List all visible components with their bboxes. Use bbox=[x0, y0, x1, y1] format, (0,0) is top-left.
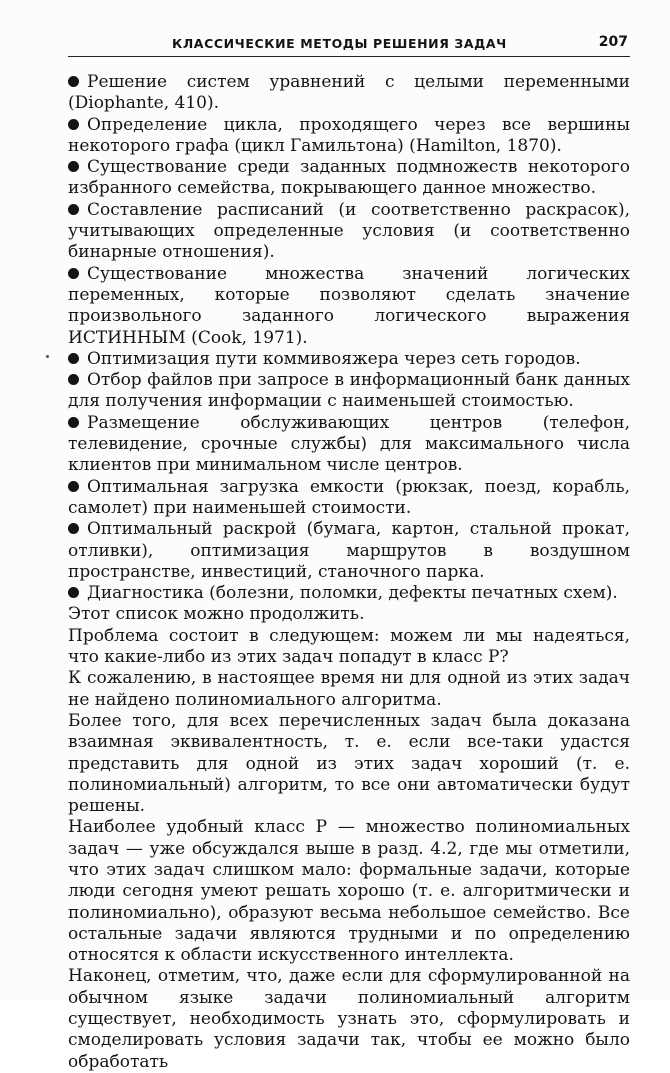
bullet-icon bbox=[68, 204, 79, 215]
bullet-item bbox=[68, 477, 630, 520]
bullet-icon bbox=[68, 119, 79, 130]
bullet-item bbox=[68, 115, 630, 158]
bullet-text: Диагностика (болезни, поломки, дефекты печатных схем). bbox=[87, 583, 618, 604]
paragraph: К сожалению, в настоящее время ни для одной из этих задач не найдено полиномиального алгоритма. bbox=[68, 668, 630, 710]
bullet-icon bbox=[68, 76, 79, 87]
bullet-item bbox=[68, 72, 630, 115]
bullet-item bbox=[68, 200, 630, 264]
bullet-text: Решение систем уравнений с целыми переменными (Diophante, 410). bbox=[68, 72, 630, 114]
page-header bbox=[68, 34, 630, 57]
bullet-item bbox=[68, 349, 630, 370]
page-body bbox=[68, 72, 630, 1073]
bullet-icon bbox=[68, 587, 79, 598]
bullet-icon bbox=[68, 481, 79, 492]
bullet-text: Размещение обслуживающих центров (телефон, телевидение, срочные службы) для максимального числа клиентов при минимальном числе центров. bbox=[68, 412, 630, 476]
bullet-text: Отбор файлов при запросе в информационный банк данных для получения информации с наименьшей стоимостью. bbox=[68, 370, 630, 412]
bullet-icon bbox=[68, 161, 79, 172]
paragraph: Более того, для всех перечисленных задач была доказана взаимная эквивалентность, т. е. если все-таки удастся представить для одной из этих задач хороший (т. е. полиномиальный) алгоритм, то все они автоматически будут решены. bbox=[68, 710, 630, 817]
bullet-item bbox=[68, 157, 630, 200]
paragraph: Проблема состоит в следующем: можем ли мы надеяться, что какие-либо из этих задач попадут в класс P? bbox=[68, 625, 630, 668]
bullet-text: Составление расписаний (и соответственно раскрасок), учитывающих определенные условия (и соответственно бинарные отношения). bbox=[68, 199, 630, 263]
bullet-icon bbox=[68, 374, 79, 385]
bullet-text: Существование среди заданных подмножеств некоторого избранного семейства, покрывающего данное множество. bbox=[68, 157, 630, 199]
bullet-text: Определение цикла, проходящего через все вершины некоторого графа (цикл Гамильтона) (Hamilton, 1870). bbox=[68, 114, 630, 156]
paragraph: Этот список можно продолжить. bbox=[68, 604, 365, 625]
bullet-text: Оптимальная загрузка емкости (рюкзак, поезд, корабль, самолет) при наименьшей стоимости. bbox=[68, 476, 630, 518]
bullet-text: Оптимальный раскрой (бумага, картон, стальной прокат, отливки), оптимизация маршрутов в воздушном пространстве, инвестиций, станочного парка. bbox=[68, 519, 630, 582]
bullet-icon bbox=[68, 353, 79, 364]
bullet-item bbox=[68, 583, 630, 604]
bullet-icon bbox=[68, 417, 79, 428]
paragraph: Наконец, отметим, что, даже если для сформулированной на обычном языке задачи полиномиальный алгоритм существует, необходимость узнать это, сформулировать и смоделировать условия задачи так, чтобы ее можно было обработать bbox=[68, 966, 630, 1072]
paragraph: Наиболее удобный класс P — множество полиномиальных задач — уже обсуждался выше в разд. 4.2, где мы отметили, что этих задач слишком мало: формальные задачи, которые люди сегодня умеют решать хорошо (т. е. алгоритмически и полиномиально), образуют весьма небольшое семейство. Все остальные задачи являются трудными и по определению относятся к области искусственного интеллекта. bbox=[68, 817, 630, 966]
bullet-item bbox=[68, 519, 630, 583]
page-number: 207 bbox=[598, 34, 628, 50]
bullet-icon bbox=[68, 523, 79, 534]
bullet-item bbox=[68, 264, 630, 349]
bullet-text: Существование множества значений логических переменных, которые позволяют сделать значение произвольного заданного логического выражения ИСТИННЫМ (Cook, 1971). bbox=[68, 263, 630, 348]
bullet-item bbox=[68, 370, 630, 413]
bullet-icon bbox=[68, 268, 79, 279]
running-head: КЛАССИЧЕСКИЕ МЕТОДЫ РЕШЕНИЯ ЗАДАЧ bbox=[172, 36, 507, 51]
bullet-item bbox=[68, 413, 630, 477]
bullet-text: Оптимизация пути коммивояжера через сеть городов. bbox=[87, 348, 581, 369]
margin-speck bbox=[46, 355, 49, 358]
